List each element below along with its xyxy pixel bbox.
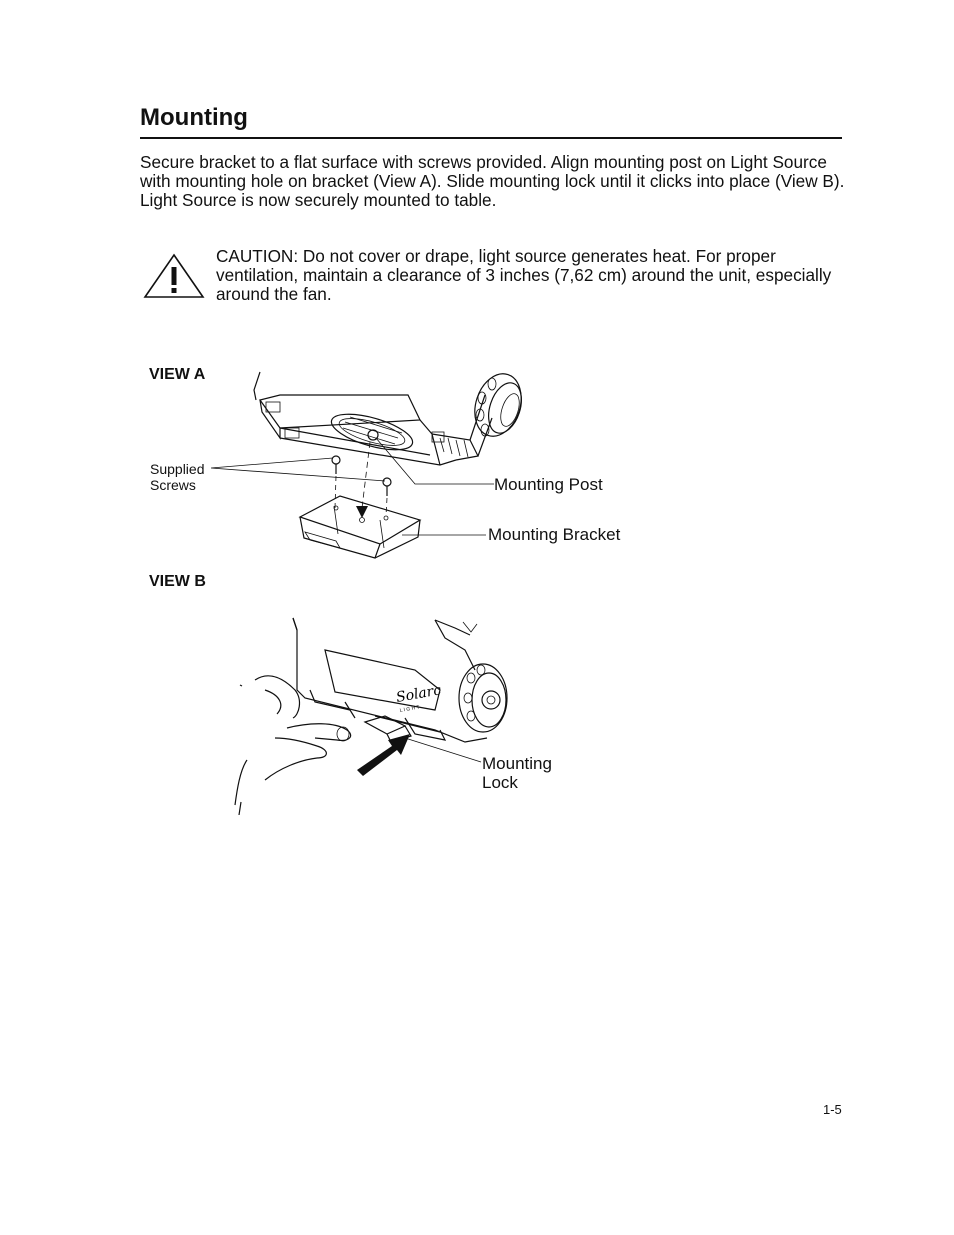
mounting-bracket-label: Mounting Bracket bbox=[488, 525, 621, 544]
supplied-screws-label bbox=[150, 461, 230, 493]
section-title: Mounting bbox=[140, 104, 248, 131]
hand-illustration bbox=[235, 676, 351, 815]
view-b-label: VIEW B bbox=[149, 573, 206, 590]
supplied-screws-label-line2: Screws bbox=[150, 477, 196, 493]
view-a-label: VIEW A bbox=[149, 366, 206, 383]
mounting-lock-label-line1: Mounting bbox=[482, 754, 552, 773]
light-source-body bbox=[254, 372, 478, 465]
solarc-logo-text: Solarc bbox=[394, 682, 443, 706]
push-arrow bbox=[357, 734, 410, 776]
adjustment-knob bbox=[467, 368, 529, 456]
mounting-bracket bbox=[300, 496, 420, 558]
supplied-screws-label-line1: Supplied bbox=[150, 461, 205, 477]
mounting-lock-label-line2: Lock bbox=[482, 773, 518, 792]
caution-text: CAUTION: Do not cover or drape, light source generates heat. For proper ventilation, maintain a clearance of 3 inches (7,62 cm) around the unit, especially around the fan. bbox=[216, 246, 832, 304]
mounting-post-label: Mounting Post bbox=[494, 475, 603, 494]
warning-triangle-icon bbox=[143, 253, 205, 299]
title-rule bbox=[140, 137, 842, 139]
supplied-screws bbox=[332, 442, 391, 518]
page-number: 1-5 bbox=[823, 1102, 842, 1117]
adjustment-knob bbox=[459, 664, 507, 732]
intro-paragraph: Secure bracket to a flat surface with screws provided. Align mounting post on Light Source with mounting hole on bracket (View A). Slide mounting lock until it clicks into place (View B). Light Source is now securely mounted to table. bbox=[140, 152, 845, 210]
solarc-logo-subtext: L I G H T bbox=[399, 704, 421, 714]
mounting-lock-label bbox=[482, 754, 572, 792]
